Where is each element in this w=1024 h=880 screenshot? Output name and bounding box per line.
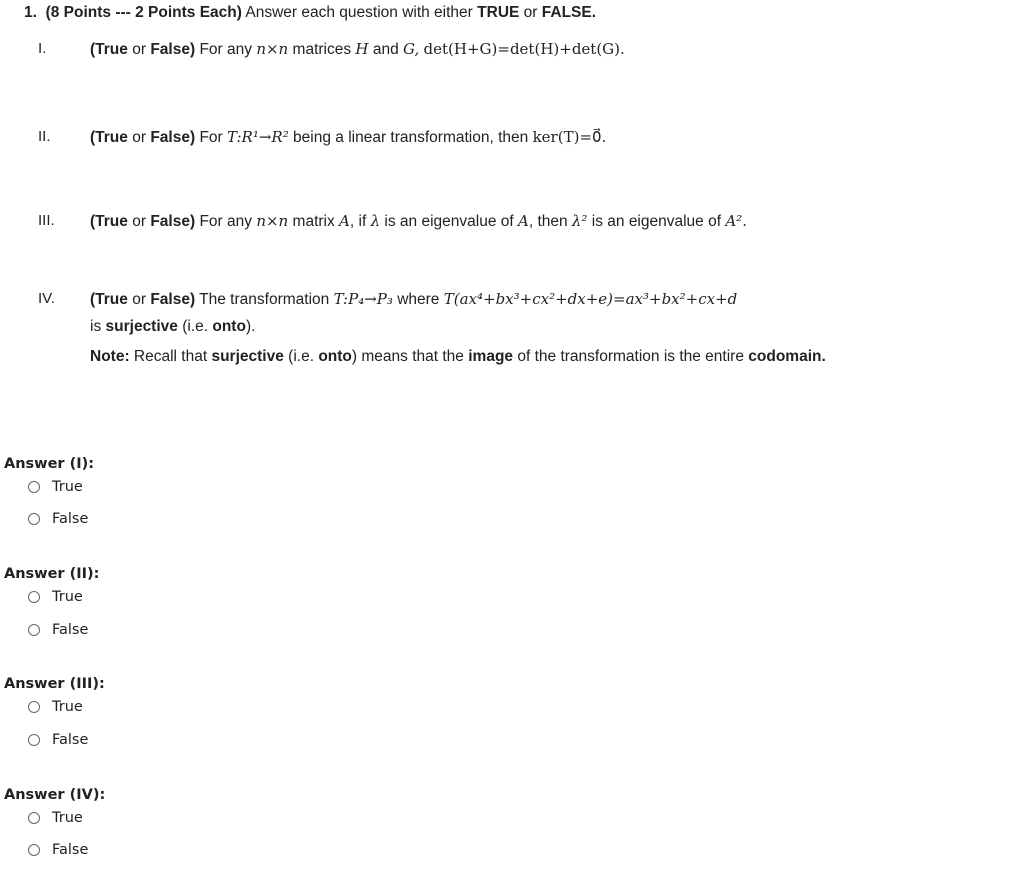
text: is an eigenvalue of	[384, 213, 514, 230]
answer-4-true-option[interactable]	[28, 807, 83, 829]
math-mapping: T:R¹→R²	[227, 128, 289, 146]
or-keyword: or	[523, 4, 538, 21]
text: matrices	[292, 41, 352, 58]
tf-false: False)	[150, 213, 196, 230]
math: A².	[725, 212, 747, 230]
item-numeral: IV.	[38, 290, 55, 307]
answer-title: Answer (II):	[4, 566, 100, 582]
answer-3-false-option[interactable]	[28, 729, 88, 751]
radio-button[interactable]	[28, 812, 40, 824]
text: Recall that	[133, 348, 208, 365]
text: ).	[245, 318, 256, 335]
keyword: surjective	[105, 318, 178, 335]
item-text	[90, 207, 910, 236]
text: matrix	[292, 213, 335, 230]
math-equation: T(ax⁴+bx³+cx²+dx+e)=ax³+bx²+cx+d	[443, 290, 738, 308]
false-keyword: FALSE.	[541, 4, 597, 21]
math: n×n	[256, 212, 289, 230]
option-label: False	[52, 511, 89, 527]
item-line-2	[90, 312, 910, 341]
radio-button[interactable]	[28, 734, 40, 746]
item-note	[90, 345, 910, 369]
math-equation: det(H+G)=det(H)+det(G).	[423, 40, 625, 58]
keyword: image	[468, 348, 514, 365]
keyword: onto	[318, 348, 352, 365]
option-label: False	[52, 622, 89, 638]
radio-button[interactable]	[28, 624, 40, 636]
item-text	[90, 35, 910, 64]
math: λ	[370, 212, 381, 230]
tf-true: (True	[90, 129, 128, 146]
question-header	[24, 4, 596, 22]
text: (i.e.	[288, 348, 315, 365]
math: H	[355, 40, 369, 58]
text: , then	[528, 213, 568, 230]
item-numeral: I.	[38, 40, 47, 57]
math: G,	[403, 40, 420, 58]
text: and	[372, 41, 399, 58]
text: , if	[349, 213, 367, 230]
answer-2-true-option[interactable]	[28, 586, 83, 608]
option-label: True	[52, 810, 83, 826]
text: is an eigenvalue of	[591, 213, 722, 230]
true-keyword: TRUE	[477, 4, 520, 21]
item-text	[90, 285, 910, 369]
option-label: False	[52, 732, 89, 748]
tf-or: or	[132, 129, 147, 146]
math-equation: ker(T)=0⃗.	[532, 128, 607, 146]
answer-4-false-option[interactable]	[28, 839, 88, 861]
note-label: Note:	[90, 348, 130, 365]
tf-or: or	[132, 291, 147, 308]
answer-1-false-option[interactable]	[28, 508, 88, 530]
text: of the transformation is the entire	[517, 348, 744, 365]
question-points: (8 Points --- 2 Points Each)	[45, 4, 242, 21]
answer-title: Answer (IV):	[4, 787, 106, 803]
radio-button[interactable]	[28, 513, 40, 525]
math: A	[517, 212, 529, 230]
tf-true: (True	[90, 291, 128, 308]
text: The transformation	[199, 291, 330, 308]
radio-button[interactable]	[28, 591, 40, 603]
text: ) means that the	[351, 348, 464, 365]
text: (i.e.	[182, 318, 209, 335]
text: For	[199, 129, 223, 146]
math-mapping: T:P₄→P₃	[333, 290, 393, 308]
radio-button[interactable]	[28, 701, 40, 713]
item-numeral: III.	[38, 212, 55, 229]
math: n×n	[256, 40, 289, 58]
item-line-1	[90, 285, 910, 314]
item-text	[90, 123, 910, 152]
tf-or: or	[132, 213, 147, 230]
text: For any	[199, 213, 253, 230]
option-label: True	[52, 479, 83, 495]
text: For any	[199, 41, 253, 58]
radio-button[interactable]	[28, 844, 40, 856]
question-instruction: Answer each question with either	[245, 4, 473, 21]
answer-1-true-option[interactable]	[28, 476, 83, 498]
answer-2-false-option[interactable]	[28, 619, 88, 641]
tf-or: or	[132, 41, 147, 58]
question-number: 1.	[24, 4, 37, 21]
tf-true: (True	[90, 41, 128, 58]
math: A	[339, 212, 350, 230]
item-numeral: II.	[38, 128, 51, 145]
option-label: True	[52, 699, 83, 715]
option-label: True	[52, 589, 83, 605]
answer-title: Answer (III):	[4, 676, 105, 692]
tf-false: False)	[150, 41, 196, 58]
tf-true: (True	[90, 213, 128, 230]
text: being a linear transformation, then	[293, 129, 529, 146]
keyword: codomain.	[748, 348, 826, 365]
math: λ²	[571, 212, 588, 230]
answer-title: Answer (I):	[4, 456, 95, 472]
answer-3-true-option[interactable]	[28, 696, 83, 718]
tf-false: False)	[150, 129, 196, 146]
tf-false: False)	[150, 291, 196, 308]
option-label: False	[52, 842, 89, 858]
text: is	[90, 318, 102, 335]
radio-button[interactable]	[28, 481, 40, 493]
text: where	[397, 291, 440, 308]
keyword: onto	[212, 318, 246, 335]
keyword: surjective	[211, 348, 284, 365]
